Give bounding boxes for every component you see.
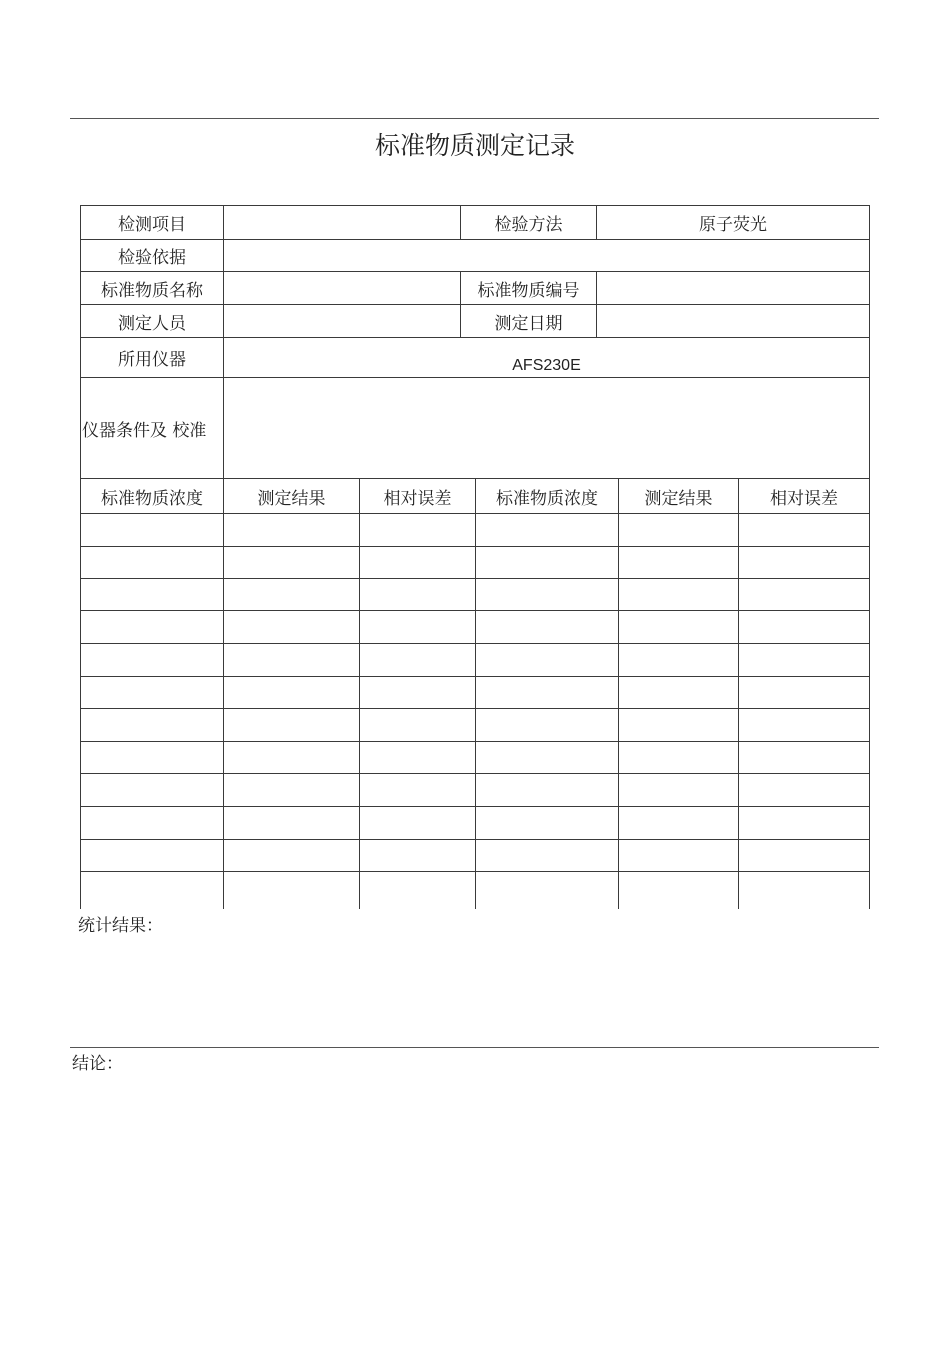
results-cell[interactable] [618, 578, 738, 610]
results-cell[interactable] [223, 839, 359, 871]
instrument-label: 所用仪器 [80, 337, 223, 377]
results-cell[interactable] [475, 546, 618, 578]
results-cell[interactable] [359, 578, 475, 610]
results-cell[interactable] [738, 839, 870, 871]
method-label: 检验方法 [460, 205, 596, 239]
results-cell[interactable] [359, 676, 475, 708]
results-cell[interactable] [80, 741, 223, 773]
material-code-label: 标准物质编号 [460, 271, 596, 304]
results-cell[interactable] [80, 773, 223, 806]
results-cell[interactable] [359, 643, 475, 676]
conditions-label: 仪器条件及 校准 [80, 377, 223, 478]
method-value[interactable]: 原子荧光 [596, 205, 870, 239]
results-header-cell: 相对误差 [359, 478, 475, 513]
results-cell[interactable] [738, 643, 870, 676]
results-cell[interactable] [359, 871, 475, 909]
bottom-rule [70, 1047, 879, 1048]
material-name-label: 标准物质名称 [80, 271, 223, 304]
results-cell[interactable] [359, 741, 475, 773]
results-cell[interactable] [359, 839, 475, 871]
results-cell[interactable] [223, 546, 359, 578]
operator-value[interactable] [223, 304, 460, 337]
results-cell[interactable] [738, 708, 870, 741]
results-cell[interactable] [738, 513, 870, 546]
results-header-cell: 相对误差 [738, 478, 870, 513]
results-cell[interactable] [618, 610, 738, 643]
results-cell[interactable] [475, 806, 618, 839]
results-cell[interactable] [618, 806, 738, 839]
results-cell[interactable] [618, 546, 738, 578]
results-cell[interactable] [618, 773, 738, 806]
results-cell[interactable] [359, 610, 475, 643]
date-value[interactable] [596, 304, 870, 337]
instrument-value[interactable]: AFS230E [223, 337, 870, 377]
results-cell[interactable] [223, 610, 359, 643]
material-code-value[interactable] [596, 271, 870, 304]
results-cell[interactable] [223, 871, 359, 909]
results-cell[interactable] [618, 676, 738, 708]
results-cell[interactable] [80, 610, 223, 643]
results-cell[interactable] [475, 708, 618, 741]
results-header-cell: 测定结果 [223, 478, 359, 513]
results-cell[interactable] [618, 741, 738, 773]
results-cell[interactable] [738, 578, 870, 610]
results-cell[interactable] [475, 871, 618, 909]
results-cell[interactable] [359, 546, 475, 578]
results-cell[interactable] [223, 676, 359, 708]
results-cell[interactable] [618, 513, 738, 546]
results-cell[interactable] [223, 513, 359, 546]
results-cell[interactable] [738, 773, 870, 806]
item-value[interactable] [223, 205, 460, 239]
results-cell[interactable] [475, 578, 618, 610]
results-cell[interactable] [618, 871, 738, 909]
results-cell[interactable] [80, 806, 223, 839]
results-cell[interactable] [475, 773, 618, 806]
results-cell[interactable] [223, 741, 359, 773]
results-cell[interactable] [80, 839, 223, 871]
top-rule [70, 118, 879, 119]
results-cell[interactable] [223, 643, 359, 676]
results-cell[interactable] [80, 643, 223, 676]
operator-label: 测定人员 [80, 304, 223, 337]
results-header-cell: 标准物质浓度 [80, 478, 223, 513]
item-label: 检测项目 [80, 205, 223, 239]
results-cell[interactable] [223, 806, 359, 839]
results-cell[interactable] [80, 708, 223, 741]
results-cell[interactable] [80, 871, 223, 909]
results-cell[interactable] [80, 578, 223, 610]
statistics-label: 统计结果： [78, 916, 163, 936]
basis-label: 检验依据 [80, 239, 223, 271]
results-cell[interactable] [80, 513, 223, 546]
material-name-value[interactable] [223, 271, 460, 304]
results-cell[interactable] [223, 773, 359, 806]
results-cell[interactable] [359, 513, 475, 546]
results-cell[interactable] [738, 610, 870, 643]
results-cell[interactable] [738, 806, 870, 839]
results-cell[interactable] [475, 741, 618, 773]
date-label: 测定日期 [460, 304, 596, 337]
results-cell[interactable] [475, 610, 618, 643]
results-cell[interactable] [80, 546, 223, 578]
conclusion-label: 结论： [72, 1054, 123, 1074]
results-cell[interactable] [618, 708, 738, 741]
results-cell[interactable] [738, 676, 870, 708]
results-cell[interactable] [359, 806, 475, 839]
results-cell[interactable] [80, 676, 223, 708]
results-cell[interactable] [618, 643, 738, 676]
results-cell[interactable] [475, 513, 618, 546]
page-title: 标准物质测定记录 [374, 131, 575, 160]
results-cell[interactable] [475, 676, 618, 708]
results-header-cell: 标准物质浓度 [475, 478, 618, 513]
results-cell[interactable] [738, 741, 870, 773]
basis-value[interactable] [223, 239, 870, 271]
results-cell[interactable] [475, 643, 618, 676]
results-cell[interactable] [223, 578, 359, 610]
results-cell[interactable] [475, 839, 618, 871]
results-cell[interactable] [359, 773, 475, 806]
results-cell[interactable] [618, 839, 738, 871]
results-cell[interactable] [738, 871, 870, 909]
results-header-cell: 测定结果 [618, 478, 738, 513]
results-cell[interactable] [223, 708, 359, 741]
results-cell[interactable] [738, 546, 870, 578]
conditions-value[interactable] [223, 377, 870, 478]
results-cell[interactable] [359, 708, 475, 741]
